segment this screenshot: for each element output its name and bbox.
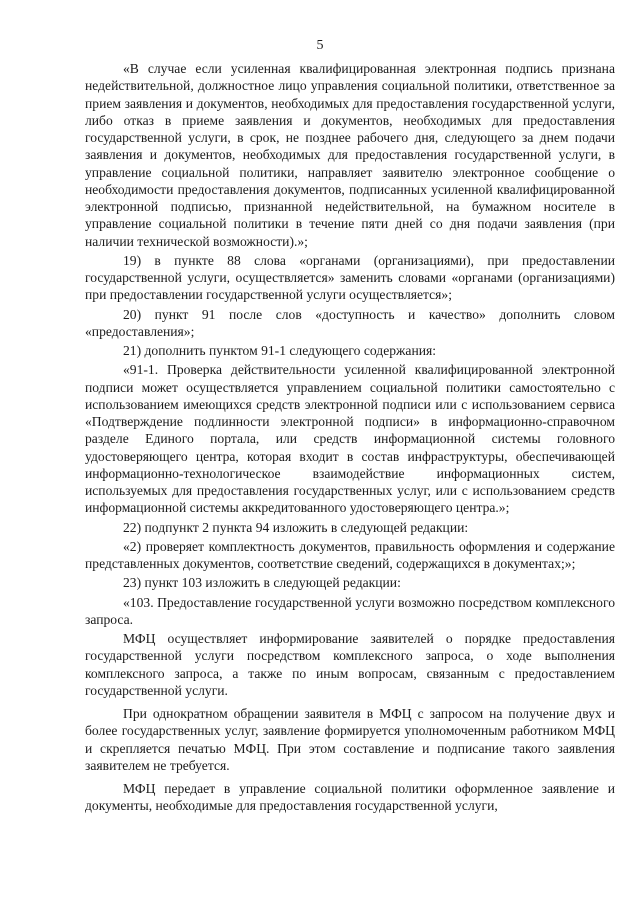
paragraph-item-23: 23) пункт 103 изложить в следующей редакции: bbox=[123, 575, 401, 591]
page-number: 5 bbox=[316, 38, 324, 53]
paragraph-clause-103: «103. Предоставление государственной услуги возможно посредством комплексного запроса. bbox=[85, 594, 615, 627]
paragraph-mfc-informing: МФЦ осуществляет информирование заявителей о порядке предоставления государственной услуги посредством комплексного запроса, о ходе выполнения комплексного запроса, а также по иным вопросам, связанным с предоставлением государственной услуги. bbox=[85, 631, 615, 698]
paragraph-signature-invalid: «В случае если усиленная квалифицированная электронная подпись признана недействительной, должностное лицо управления социальной политики, ответственное за прием заявления и документов, необходимых для предоставления государственной услуги, либо отказ в приеме заявления и документов, необходимых для предоставления государственной услуги, в срок, не позднее рабочего дня, следующего за днем подачи заявления и документов, необходимых для предоставления государственной услуги, в управление социальной политики, направляет заявителю электронное сообщение о необходимости предоставления документов, подписанных усиленной квалифицированной электронной подписью, признанной недействительной, на бумажном носителе в управление социальной политики в течение пяти дней со дня подачи заявления (при наличии технической возможности).»; bbox=[85, 61, 615, 249]
paragraph-item-20: 20) пункт 91 после слов «доступность и качество» дополнить словом «предоставления»; bbox=[85, 306, 615, 339]
document-body bbox=[85, 60, 615, 817]
paragraph-item-19: 19) в пункте 88 слова «органами (организациями), при предоставлении государственной услуги, осуществляется» заменить словами «органами (организациями) при предоставлении государственной услуги осуществляется»; bbox=[85, 252, 615, 303]
paragraph-item-22: 22) подпункт 2 пункта 94 изложить в следующей редакции: bbox=[123, 519, 469, 535]
paragraph-mfc-transfer: МФЦ передает в управление социальной политики оформленное заявление и документы, необходимые для предоставления государственной услуги, bbox=[85, 781, 615, 814]
paragraph-item-21: 21) дополнить пунктом 91-1 следующего содержания: bbox=[123, 343, 437, 358]
paragraph-single-request: При однократном обращении заявителя в МФЦ с запросом на получение двух и более государственных услуг, заявление формируется уполномоченным работником МФЦ и скрепляется печатью МФЦ. При этом составление и подписание такого заявления заявителем не требуется. bbox=[85, 706, 615, 773]
paragraph-clause-91-1: «91-1. Проверка действительности усиленной квалифицированной электронной подписи может осуществляется управлением социальной политики самостоятельно с использованием имеющихся средств электронной подписи или с использованием сервиса «Подтверждение подлинности электронной подписи» в информационно-справочном разделе Единого портала, или средств информационной системы головного удостоверяющего центра, которая входит в состав инфраструктуры, обеспечивающей информационно-технологическое взаимодействие информационных систем, используемых для предоставления государственных услуг, или с использованием средств информационной системы аккредитованного удостоверяющего центра.»; bbox=[85, 362, 615, 516]
paragraph-subclause-2: «2) проверяет комплектность документов, правильность оформления и содержание представленных документов, соответствие сведений, содержащихся в документах;»; bbox=[85, 538, 615, 571]
